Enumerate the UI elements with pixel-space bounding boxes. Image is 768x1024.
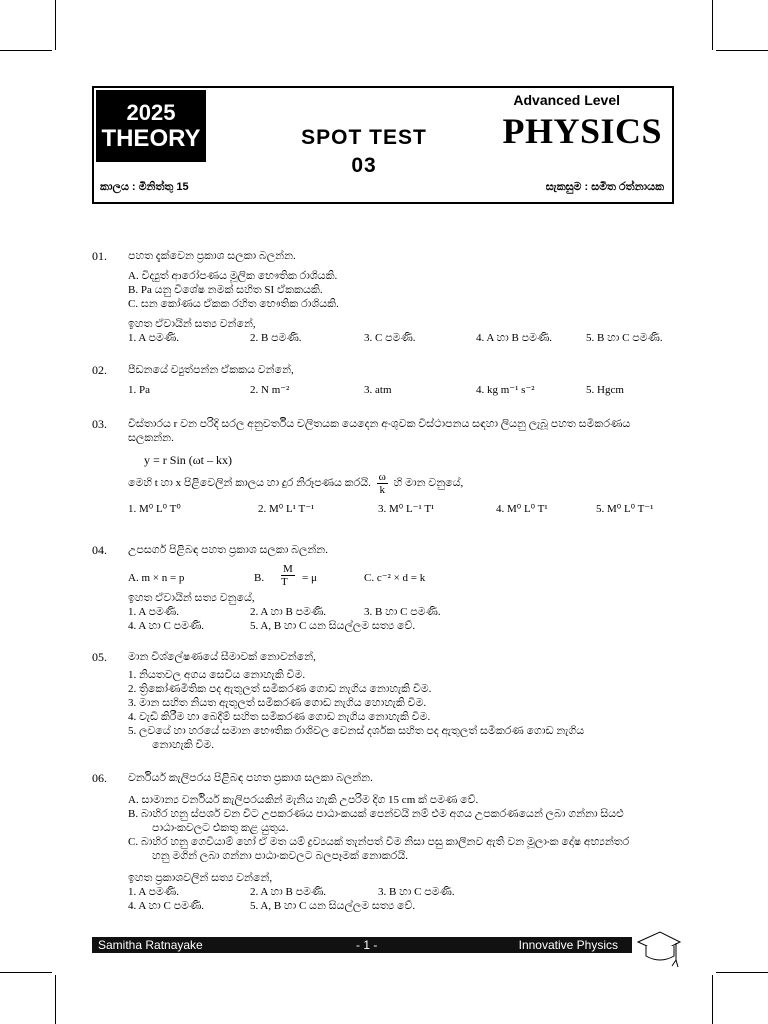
answer-options bbox=[128, 383, 678, 397]
crop-mark bbox=[712, 975, 713, 1024]
prepared-by: සැකසුම : සමිත රත්නායක bbox=[545, 181, 664, 193]
option-3[interactable]: 3. C පමණි. bbox=[364, 332, 416, 344]
crop-mark bbox=[716, 972, 768, 973]
option-1[interactable]: 1. A පමණි. bbox=[128, 886, 179, 898]
option-1[interactable]: 1. නියතවල අගය සෙවිය නොහැකි වීම. bbox=[128, 669, 306, 681]
question-1 bbox=[92, 249, 678, 345]
answer-options-row1 bbox=[128, 885, 678, 899]
question-stem: පීඩනයේ ව්‍යුත්පන්න ඒකකය වන්නේ, bbox=[128, 364, 294, 376]
omega-over-k-fraction bbox=[377, 471, 388, 496]
question-stem: විස්තාරය r වන පරිදි සරල අනුවර්තීය චලිතයක යෙදෙන අංශුවක විස්ථාපනය සඳහා ලියනු ලැබූ පහත සමීකරණය bbox=[128, 418, 631, 430]
test-title bbox=[274, 124, 454, 180]
option-1[interactable]: 1. A පමණි. bbox=[128, 332, 179, 344]
option-3[interactable]: 3. B හා C පමණි. bbox=[378, 886, 455, 898]
option-4[interactable]: 4. kg m⁻¹ s⁻² bbox=[476, 384, 535, 396]
question-5 bbox=[92, 650, 678, 752]
question-6 bbox=[92, 771, 678, 913]
statement-c-cont: හනු මගින් ලබා ගන්නා පාඨාංකවලට බලපෑමක් නොකරයි. bbox=[152, 850, 408, 862]
statement-c: C. ඝන කෝණය ඒකක රහිත භෞතික රාශියකි. bbox=[128, 298, 339, 310]
graduation-cap-icon bbox=[636, 928, 682, 968]
footer-author: Samitha Ratnayake bbox=[98, 938, 203, 952]
note-text-end: හි මාන වනුයේ, bbox=[393, 477, 464, 490]
time-allowed: කාලය : මිනිත්තු 15 bbox=[100, 181, 189, 193]
question-stem-cont: සලකන්න. bbox=[128, 432, 174, 444]
option-2[interactable]: 2. M⁰ L¹ T⁻¹ bbox=[258, 503, 315, 515]
question-number: 04. bbox=[92, 543, 107, 557]
statement-b: B. බාහිර හනු ස්පර්ශ වන විට උපකරණය පාඨාංකයක් පෙන්වයි නම් එම අගය උපකරණයෙන් ලබා ගන්නා සියළු bbox=[128, 808, 624, 820]
statement-c: C. බාහිර හනු ගෙවියාම් හෝ ඒ මත යම් ද්‍රව්‍යයක් තැන්පත් වීම නිසා පසු කාලීනව ඇති වන මූලාංක දෝෂ අභ්‍යන්තර bbox=[128, 836, 630, 848]
level-label: Advanced Level bbox=[513, 92, 620, 108]
statement-a: A. විද්‍යුත් ආරෝපණය මූලික භෞතික රාශියකි. bbox=[128, 270, 338, 282]
fraction-denominator: k bbox=[379, 484, 386, 496]
statement-a: A. සාමාන්‍ය වර්නියර් කැලිපරයකින් මැනිය හැකි උපරිම දිග 15 cm ක් පමණ වේ. bbox=[128, 794, 479, 806]
option-3[interactable]: 3. atm bbox=[364, 384, 392, 396]
option-3[interactable]: 3. මාන සහිත නියත ඇතුලත් සමීකරණ ගොඩ නැගිය හොහැකි වීම. bbox=[128, 697, 427, 709]
question-number: 01. bbox=[92, 249, 107, 263]
answer-options bbox=[92, 502, 678, 516]
option-4[interactable]: 4. A හා C පමණි. bbox=[128, 900, 205, 912]
fraction-numerator: ω bbox=[378, 471, 386, 483]
question-stem: පහත දැක්වෙන ප්‍රකාශ සලකා බලන්න. bbox=[128, 250, 296, 262]
option-5[interactable]: 5. A, B හා C යන සියල්ලම සත්‍ය වේ. bbox=[250, 620, 416, 632]
option-4[interactable]: 4. M⁰ L⁰ T¹ bbox=[496, 503, 548, 515]
test-title-line1: SPOT TEST bbox=[301, 126, 427, 149]
crop-mark bbox=[712, 0, 713, 50]
page-number: - 1 - bbox=[356, 938, 378, 952]
option-3[interactable]: 3. B හා C පමණි. bbox=[364, 606, 441, 618]
question-number: 06. bbox=[92, 771, 107, 785]
option-1[interactable]: 1. M⁰ L⁰ T⁰ bbox=[128, 503, 181, 515]
answer-options-row1 bbox=[128, 605, 678, 619]
question-number: 05. bbox=[92, 650, 107, 664]
crop-mark bbox=[0, 972, 52, 973]
statements bbox=[128, 563, 678, 591]
title-header bbox=[92, 86, 674, 204]
crop-mark bbox=[55, 975, 56, 1024]
statement-b: = μ bbox=[302, 572, 317, 584]
option-5[interactable]: 5. A, B හා C යන සියල්ලම සත්‍ය වේ. bbox=[250, 900, 416, 912]
question-3 bbox=[92, 417, 678, 516]
crop-mark bbox=[55, 0, 56, 50]
question-ask: ඉහත ඒවායින් සත්‍ය වනුයේ, bbox=[128, 592, 255, 604]
option-2[interactable]: 2. A හා B පමණි. bbox=[250, 606, 327, 618]
option-4[interactable]: 4. A හා B පමණි. bbox=[476, 332, 553, 344]
test-number: 03 bbox=[351, 154, 377, 177]
option-5-cont: නොහැකි වීම. bbox=[152, 739, 215, 751]
m-over-t-fraction bbox=[281, 563, 295, 588]
option-2[interactable]: 2. B පමණි. bbox=[250, 332, 302, 344]
fraction-numerator: M bbox=[283, 563, 293, 575]
year-badge bbox=[96, 90, 206, 162]
question-note bbox=[128, 471, 678, 496]
page-footer bbox=[92, 937, 632, 953]
statement-a: A. m × n = p bbox=[128, 572, 185, 584]
subject-title: PHYSICS bbox=[502, 111, 662, 151]
statement-b: B. Pa යනු විශේෂ නමක් සහිත SI ඒකකයකි. bbox=[128, 284, 323, 296]
option-2[interactable]: 2. ත්‍රිකෝණමිතික පද ඇතුලත් සමීකරණ ගොඩ නැගිය නොහැකි වීම. bbox=[128, 683, 432, 695]
option-2[interactable]: 2. A හා B පමණි. bbox=[250, 886, 327, 898]
paper-kind: THEORY bbox=[101, 125, 201, 152]
statement-b-label: B. bbox=[254, 572, 265, 584]
question-2 bbox=[92, 363, 678, 397]
question-4 bbox=[92, 543, 678, 633]
displacement-equation: y = r Sin (ωt – kx) bbox=[144, 453, 232, 467]
question-stem: වර්නියර් කැලිපරය පිළිබඳ පහත ප්‍රකාශ සලකා බලන්න. bbox=[128, 772, 373, 784]
option-5[interactable]: 5. Hgcm bbox=[586, 384, 624, 396]
answer-options-row2 bbox=[128, 619, 678, 633]
question-number: 03. bbox=[92, 417, 107, 431]
option-5[interactable]: 5. ලවයේ හා හරයේ සමාන භෞතික රාශිවල වෙනස් දර්ශක සහිත පද ඇතුලත් සමීකරණ ගොඩ නැගිය bbox=[128, 725, 585, 737]
crop-mark bbox=[0, 50, 52, 51]
question-ask: ඉහත ඒවායින් සත්‍ය වන්නේ, bbox=[128, 318, 256, 330]
option-1[interactable]: 1. A පමණි. bbox=[128, 606, 179, 618]
question-number: 02. bbox=[92, 363, 107, 377]
statement-c: C. c⁻² × d = k bbox=[364, 572, 426, 584]
option-5[interactable]: 5. M⁰ L⁰ T⁻¹ bbox=[596, 503, 654, 515]
question-stem: මාන විශ්ලේෂණයේ සීමාවක් නොවන්නේ, bbox=[128, 651, 316, 663]
crop-mark bbox=[716, 50, 768, 51]
question-ask: ඉහත ප්‍රකාශවලින් සත්‍ය වන්නේ, bbox=[128, 872, 273, 884]
note-text: මෙහි t හා x පිළිවෙලින් කාලය හා දුර නිරූපණය කරයි. bbox=[128, 477, 371, 490]
option-5[interactable]: 5. B හා C පමණි. bbox=[586, 332, 663, 344]
option-2[interactable]: 2. N m⁻² bbox=[250, 384, 290, 396]
question-stem: උපසර්ග පිළිබඳ පහත ප්‍රකාශ සලකා බලන්න. bbox=[128, 544, 328, 556]
answer-options-row2 bbox=[128, 899, 678, 913]
option-4[interactable]: 4. වැඩි කිරීම හා බෙදීම් සහිත සමීකරණ ගොඩ නැගිය නොහැකි වීම. bbox=[128, 711, 431, 723]
option-1[interactable]: 1. Pa bbox=[128, 384, 150, 396]
fraction-denominator: T bbox=[281, 576, 288, 588]
option-3[interactable]: 3. M⁰ L⁻¹ T¹ bbox=[378, 503, 435, 515]
option-4[interactable]: 4. A හා C පමණි. bbox=[128, 620, 205, 632]
statement-b-cont: පාඨාංකවලට එකතු කළ යුතුය. bbox=[152, 822, 289, 834]
answer-options bbox=[128, 331, 678, 345]
footer-brand: Innovative Physics bbox=[518, 938, 618, 952]
year: 2025 bbox=[126, 100, 176, 125]
